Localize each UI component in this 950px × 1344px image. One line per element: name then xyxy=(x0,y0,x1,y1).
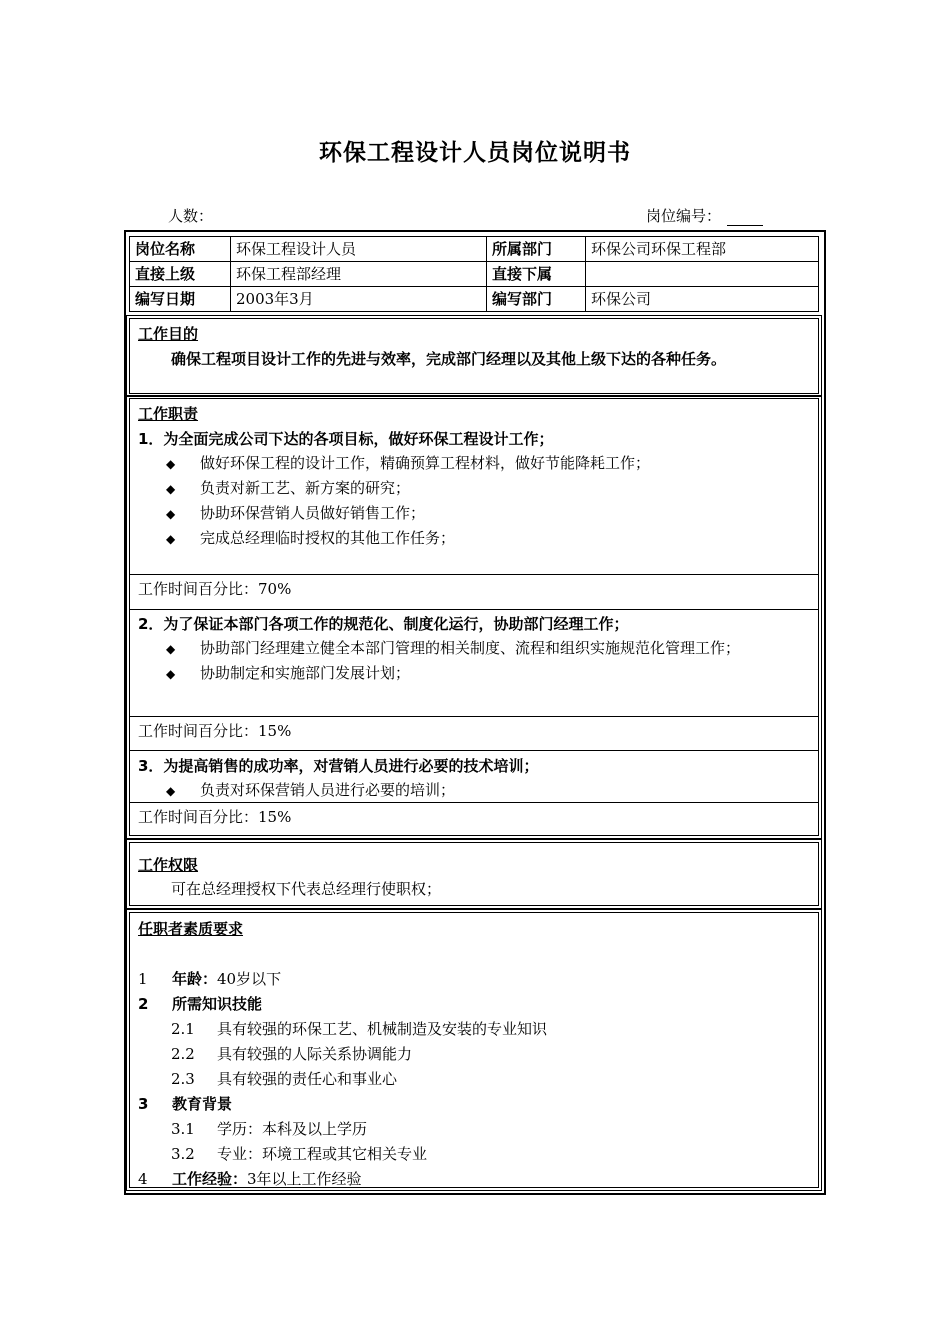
duty-group-title: 3．为提高销售的成功率，对营销人员进行必要的技术培训； xyxy=(138,757,539,775)
subordinate-value xyxy=(586,262,819,287)
list-item: 2.3 具有较强的责任心和事业心 xyxy=(171,1070,398,1088)
author-dept-label: 编写部门 xyxy=(487,287,586,312)
table-row xyxy=(130,237,819,262)
divider xyxy=(129,609,819,610)
position-name-label: 岗位名称 xyxy=(130,237,231,262)
time-percentage: 工作时间百分比：15% xyxy=(138,808,292,826)
info-table xyxy=(129,236,819,312)
purpose-text: 确保工程项目设计工作的先进与效率，完成部门经理以及其他上级下达的各种任务。 xyxy=(171,350,727,368)
divider xyxy=(129,750,819,751)
diamond-bullet-icon: ◆ xyxy=(166,667,176,681)
list-item: 3.2 专业：环境工程或其它相关专业 xyxy=(171,1145,428,1163)
list-item: 3.1 学历：本科及以上学历 xyxy=(171,1120,368,1138)
diamond-bullet-icon: ◆ xyxy=(166,532,176,546)
table-row xyxy=(130,287,819,312)
headcount-label: 人数： xyxy=(168,207,214,225)
diamond-bullet-icon: ◆ xyxy=(166,507,176,521)
position-number-label: 岗位编号： xyxy=(646,207,722,225)
divider xyxy=(129,802,819,803)
education-requirement: 3 教育背景 xyxy=(138,1095,233,1113)
divider xyxy=(129,574,819,575)
supervisor-value: 环保工程部经理 xyxy=(231,262,487,287)
diamond-bullet-icon: ◆ xyxy=(166,482,176,496)
department-label: 所属部门 xyxy=(487,237,586,262)
skills-requirement: 2 所需知识技能 xyxy=(138,995,263,1013)
list-item: ◆ 协助制定和实施部门发展计划； xyxy=(166,664,411,682)
date-value: 2003年3月 xyxy=(231,287,487,312)
list-item: 2.1 具有较强的环保工艺、机械制造及安装的专业知识 xyxy=(171,1020,548,1038)
date-label: 编写日期 xyxy=(130,287,231,312)
diamond-bullet-icon: ◆ xyxy=(166,457,176,471)
department-value: 环保公司环保工程部 xyxy=(586,237,819,262)
age-requirement: 1 年龄：40岁以下 xyxy=(138,970,282,988)
authority-text: 可在总经理授权下代表总经理行使职权； xyxy=(171,880,442,898)
position-number-blank xyxy=(727,211,763,226)
experience-requirement: 4 工作经验：3年以上工作经验 xyxy=(138,1170,362,1188)
authority-heading: 工作权限 xyxy=(138,856,199,874)
duty-group-title: 1．为全面完成公司下达的各项目标，做好环保工程设计工作； xyxy=(138,430,554,448)
time-percentage: 工作时间百分比：70% xyxy=(138,580,292,598)
list-item: ◆ 负责对环保营销人员进行必要的培训； xyxy=(166,781,456,799)
duties-heading: 工作职责 xyxy=(138,405,199,423)
list-item: ◆ 协助环保营销人员做好销售工作； xyxy=(166,504,426,522)
diamond-bullet-icon: ◆ xyxy=(166,642,176,656)
list-item: ◆ 负责对新工艺、新方案的研究； xyxy=(166,479,411,497)
time-percentage: 工作时间百分比：15% xyxy=(138,722,292,740)
diamond-bullet-icon: ◆ xyxy=(166,784,176,798)
list-item: ◆ 完成总经理临时授权的其他工作任务； xyxy=(166,529,456,547)
page-title: 环保工程设计人员岗位说明书 xyxy=(319,140,631,166)
author-dept-value: 环保公司 xyxy=(586,287,819,312)
position-number xyxy=(646,205,763,226)
list-item: ◆ 协助部门经理建立健全本部门管理的相关制度、流程和组织实施规范化管理工作； xyxy=(166,639,741,657)
table-row xyxy=(130,262,819,287)
duty-group-title: 2．为了保证本部门各项工作的规范化、制度化运行，协助部门经理工作； xyxy=(138,615,629,633)
position-name-value: 环保工程设计人员 xyxy=(231,237,487,262)
supervisor-label: 直接上级 xyxy=(130,262,231,287)
purpose-heading: 工作目的 xyxy=(138,325,199,343)
list-item: 2.2 具有较强的人际关系协调能力 xyxy=(171,1045,413,1063)
subordinate-label: 直接下属 xyxy=(487,262,586,287)
requirements-heading: 任职者素质要求 xyxy=(138,920,244,938)
divider xyxy=(129,716,819,717)
list-item: ◆ 做好环保工程的设计工作，精确预算工程材料，做好节能降耗工作； xyxy=(166,454,651,472)
